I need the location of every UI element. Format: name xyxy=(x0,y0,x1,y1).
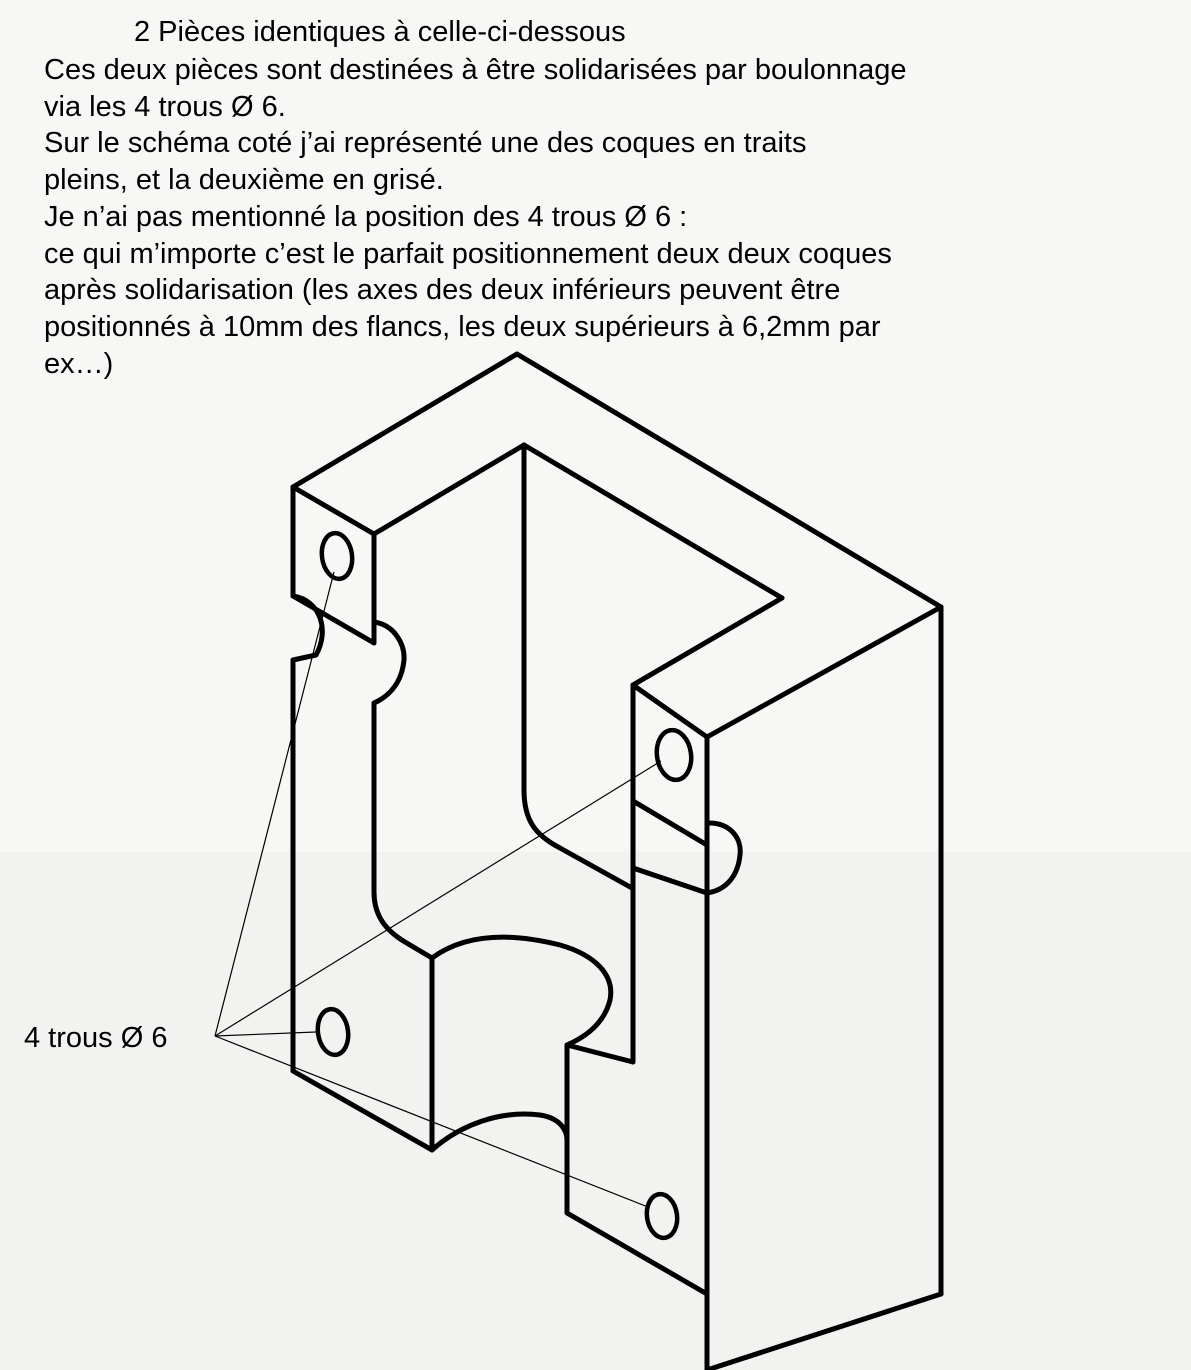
right-ear-top-right xyxy=(707,607,941,737)
left-body-bottom xyxy=(293,1071,432,1150)
right-pin xyxy=(707,823,740,893)
left-pin xyxy=(374,622,404,703)
description-line: via les 4 trous Ø 6. xyxy=(44,90,286,123)
page-title: 2 Pièces identiques à celle-ci-dessous xyxy=(134,16,626,48)
leader-line-top-right xyxy=(215,761,661,1036)
center-right-connector xyxy=(567,1045,633,1062)
part-outline-bottom-right xyxy=(707,1294,941,1370)
holes-callout-label: 4 trous Ø 6 xyxy=(24,1022,168,1054)
left-ear-top-right xyxy=(374,445,524,534)
hole-top-right xyxy=(654,728,695,782)
center-block-bottom-arc xyxy=(432,1114,567,1150)
center-block-top xyxy=(432,937,611,1045)
description-line: ex…) xyxy=(44,347,114,380)
description-line: après solidarisation (les axes des deux inférieurs peuvent être xyxy=(44,274,841,307)
description-line: pleins, et la deuxième en grisé. xyxy=(44,164,444,197)
description-line: positionnés à 10mm des flancs, les deux supérieurs à 6,2mm par xyxy=(44,310,881,343)
hole-bottom-right xyxy=(644,1192,680,1240)
description-line: ce qui m’importe c’est le parfait positionnement deux deux coques xyxy=(44,237,892,270)
inner-channel-vertical xyxy=(524,445,632,888)
inner-step-top xyxy=(633,598,782,685)
right-pin-lower xyxy=(633,801,707,893)
right-ear-front-face xyxy=(633,685,707,845)
hole-bottom-left xyxy=(315,1007,351,1057)
hole-top-left xyxy=(319,531,355,581)
leader-line-top-left xyxy=(215,572,334,1036)
leader-line-bottom-left xyxy=(215,1032,316,1036)
center-right-lower xyxy=(567,1045,707,1294)
description-line: Je n’ai pas mentionné la position des 4 trous Ø 6 : xyxy=(44,200,688,233)
left-ear-top-back xyxy=(293,487,374,534)
description-line: Ces deux pièces sont destinées à être solidarisées par boulonnage xyxy=(44,54,907,86)
inner-channel-back-edge xyxy=(524,445,782,598)
description-line: Sur le schéma coté j’ai représenté une des coques en traits xyxy=(44,127,807,160)
